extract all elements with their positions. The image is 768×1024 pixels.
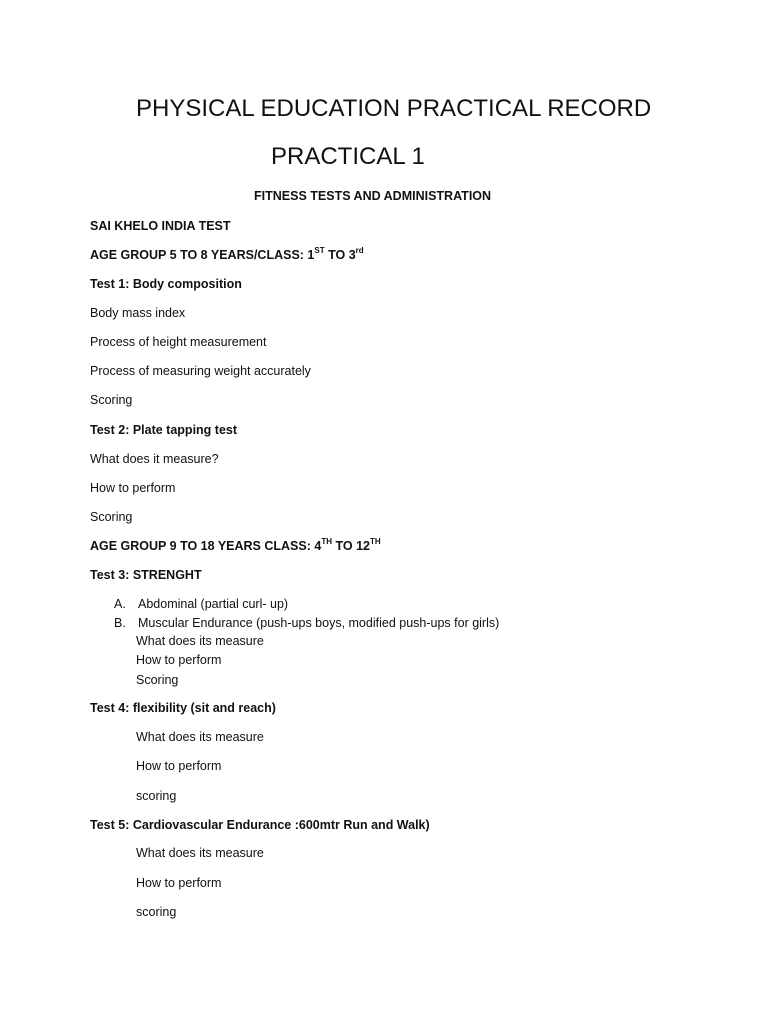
list-item: Scoring bbox=[90, 393, 133, 407]
list-item: Process of height measurement bbox=[90, 335, 267, 349]
list-item: How to perform bbox=[136, 876, 222, 890]
list-marker: B. bbox=[114, 616, 126, 630]
test3-heading: Test 3: STRENGHT bbox=[90, 568, 202, 582]
list-item: Body mass index bbox=[90, 306, 186, 320]
test5-heading: Test 5: Cardiovascular Endurance :600mtr Run and Walk) bbox=[90, 818, 430, 832]
practical-heading: PRACTICAL 1 bbox=[271, 143, 425, 170]
age-group-2: AGE GROUP 9 TO 18 YEARS CLASS: 4TH TO 12TH bbox=[90, 537, 381, 553]
list-item: scoring bbox=[136, 789, 177, 803]
test4-heading: Test 4: flexibility (sit and reach) bbox=[90, 701, 276, 715]
list-item: How to perform bbox=[90, 481, 176, 495]
list-item: How to perform bbox=[136, 759, 222, 773]
test1-heading: Test 1: Body composition bbox=[90, 277, 242, 291]
list-item: Process of measuring weight accurately bbox=[90, 364, 311, 378]
test-name: SAI KHELO INDIA TEST bbox=[90, 219, 231, 233]
age-group-1: AGE GROUP 5 TO 8 YEARS/CLASS: 1ST TO 3rd bbox=[90, 246, 364, 262]
list-item: A. Abdominal (partial curl- up) bbox=[114, 597, 289, 611]
document-title: PHYSICAL EDUCATION PRACTICAL RECORD bbox=[136, 95, 652, 122]
list-item: What does its measure bbox=[136, 730, 264, 744]
list-item: B. Muscular Endurance (push-ups boys, modified push-ups for girls) bbox=[114, 616, 500, 630]
list-item: Scoring bbox=[90, 510, 133, 524]
list-item: What does it measure? bbox=[90, 452, 219, 466]
list-marker: A. bbox=[114, 597, 126, 611]
list-item: How to perform bbox=[136, 653, 222, 667]
section-subtitle: FITNESS TESTS AND ADMINISTRATION bbox=[254, 189, 492, 203]
list-item: What does its measure bbox=[136, 634, 264, 648]
list-item: Scoring bbox=[136, 673, 179, 687]
list-item: scoring bbox=[136, 905, 177, 919]
list-item: What does its measure bbox=[136, 846, 264, 860]
test2-heading: Test 2: Plate tapping test bbox=[90, 423, 238, 437]
